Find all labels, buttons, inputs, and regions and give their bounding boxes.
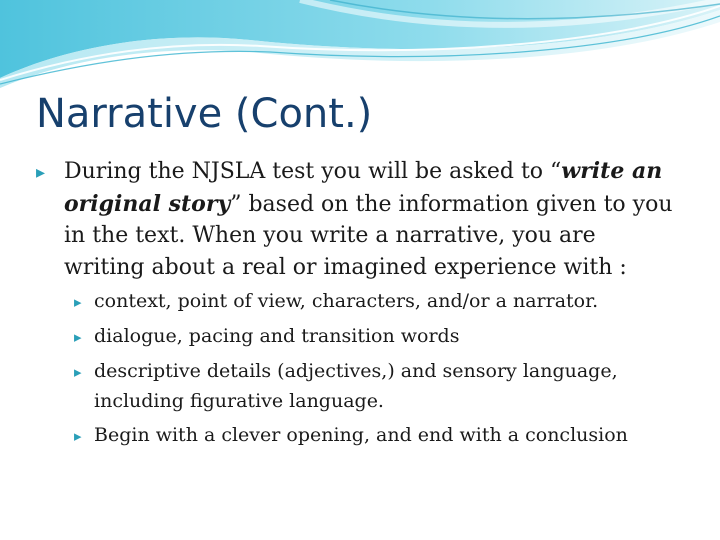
bullet-arrow-icon: ▸	[36, 162, 46, 183]
main-bullet-text-2: ” based on the information given to you	[230, 191, 673, 217]
sub-bullet-descriptive	[74, 357, 694, 416]
slide-title: Narrative (Cont.)	[36, 91, 373, 137]
sub-bullet-context	[74, 287, 694, 317]
main-bullet-line-4: writing about a real or imagined experience with :	[64, 254, 627, 280]
sub-bullet-list	[74, 287, 694, 456]
sub-bullet-text: dialogue, pacing and transition words	[94, 325, 460, 347]
sub-bullet-dialogue	[74, 322, 694, 352]
sub-bullet-begin	[74, 421, 694, 451]
main-bullet	[36, 156, 686, 283]
bullet-arrow-icon: ▸	[74, 293, 82, 311]
bullet-arrow-icon: ▸	[74, 363, 82, 381]
sub-bullet-text: descriptive details (adjectives,) and sensory language,	[94, 360, 618, 382]
sub-bullet-text: context, point of view, characters, and/or a narrator.	[94, 290, 599, 312]
sub-bullet-text: Begin with a clever opening, and end with a conclusion	[94, 424, 628, 446]
bullet-arrow-icon: ▸	[74, 328, 82, 346]
bullet-arrow-icon: ▸	[74, 427, 82, 445]
sub-bullet-text-continued: including figurative language.	[94, 390, 384, 412]
main-bullet-emphasis-1: write an	[561, 158, 663, 184]
main-bullet-text-1: During the NJSLA test you will be asked to “	[64, 159, 562, 184]
main-bullet-emphasis-2: original story	[64, 190, 231, 217]
main-bullet-line-3: in the text. When you write a narrative, you are	[64, 223, 596, 248]
main-bullet-line-1	[36, 156, 686, 189]
main-bullet-line-2	[36, 189, 686, 221]
